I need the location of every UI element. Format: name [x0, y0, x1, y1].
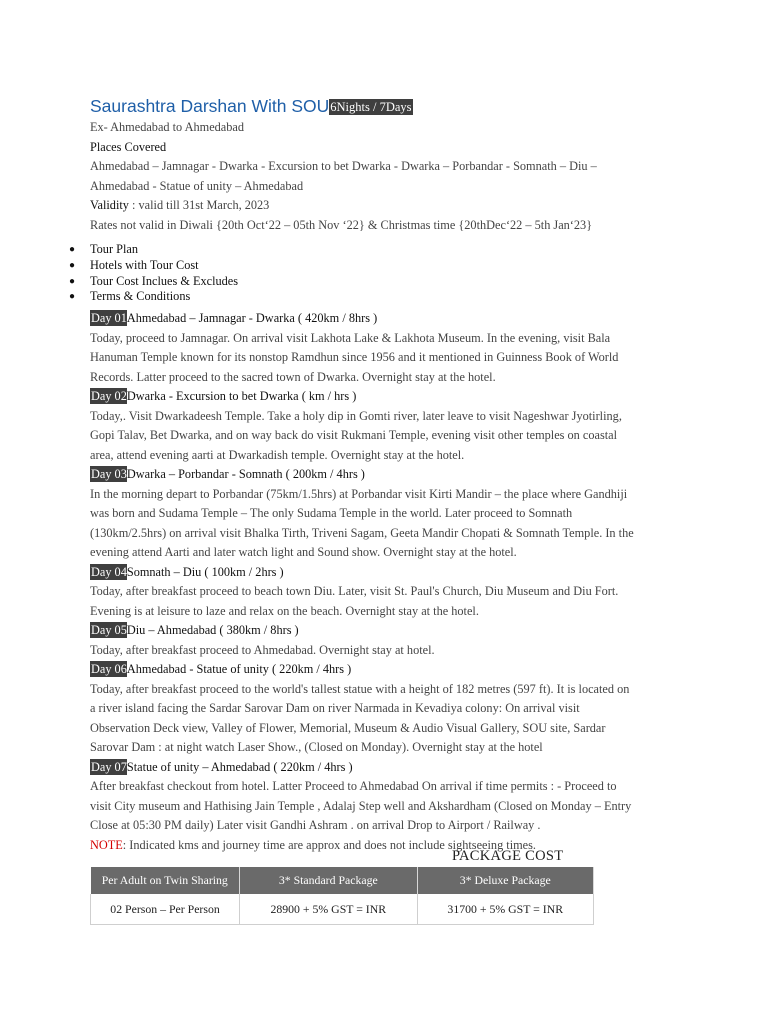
day-section-3: [90, 465, 690, 563]
validity-value: : valid till 31st March, 2023: [128, 198, 270, 212]
day-badge: Day 04: [91, 564, 127, 579]
day-description: Today, after breakfast proceed to beach town Diu. Later, visit St. Paul's Church, Diu Museum and Diu Fort. Evening is at leisure to laze and relax on the beach. Overnight stay at the hotel.: [90, 584, 619, 618]
bullet-icon: ●: [69, 291, 76, 303]
day-heading: Day 02Dwarka - Excursion to bet Dwarka ( km / hrs ): [91, 389, 357, 403]
day-section-2: [90, 387, 690, 465]
day-badge: Day 07: [91, 759, 127, 774]
package-cost-table: [90, 867, 594, 925]
day-description: Today, proceed to Jamnagar. On arrival visit Lakhota Lake & Lakhota Museum. In the evening, visit Bala Hanuman Temple known for its nonstop Ramdhun since 1956 and it mentioned in Guinness Book of World Records. Latter proceed to the sacred town of Dwarka. Overnight stay at the hotel.: [90, 330, 619, 384]
day-heading: Day 04Somnath – Diu ( 100km / 2hrs ): [91, 564, 284, 579]
column-header: 3* Standard Package: [240, 867, 417, 894]
day-description: Today, after breakfast proceed to Ahmedabad. Overnight stay at hotel.: [90, 642, 435, 657]
day-heading: Day 07Statue of unity – Ahmedabad ( 220km / 4hrs ): [91, 759, 353, 774]
validity-line: [90, 196, 690, 216]
places-line-2: Ahmedabad - Statue of unity – Ahmedabad: [90, 178, 304, 193]
table-cell: 28900 + 5% GST = INR: [240, 894, 417, 925]
menu-item-hotels[interactable]: ● Hotels with Tour Cost: [69, 257, 199, 272]
package-cost-title: PACKAGE COST: [452, 848, 564, 864]
day-section-4: [90, 563, 690, 622]
section-menu: [69, 242, 238, 305]
table-header-row: [91, 867, 594, 894]
menu-item-inclusions[interactable]: ● Tour Cost Inclues & Excludes: [69, 273, 239, 288]
day-section-1: [90, 309, 690, 387]
places-label: Places Covered: [90, 139, 167, 154]
day-section-5: [90, 621, 690, 660]
bullet-icon: ●: [69, 244, 76, 255]
day-heading: Day 06Ahmedabad - Statue of unity ( 220km / 4hrs ): [91, 662, 352, 676]
day-heading: Day 05Diu – Ahmedabad ( 380km / 8hrs ): [91, 623, 299, 637]
route-line: Ex- Ahmedabad to Ahmedabad: [90, 120, 245, 134]
note-label: NOTE: [90, 837, 123, 852]
column-header: 3* Deluxe Package: [417, 867, 593, 894]
note-line: [90, 836, 690, 856]
table-cell: 02 Person – Per Person: [91, 894, 240, 925]
day-badge: Day 03: [91, 467, 127, 481]
bullet-icon: ●: [69, 259, 76, 271]
day-section-6: [90, 660, 690, 758]
column-header: Per Adult on Twin Sharing: [91, 867, 240, 894]
table-row: [91, 894, 594, 925]
day-section-7: [90, 758, 690, 836]
menu-item-terms[interactable]: ● Terms & Conditions: [69, 289, 191, 304]
page-title: Saurashtra Darshan With SOU: [90, 96, 330, 116]
day-badge: Day 05: [91, 623, 127, 637]
bullet-icon: ●: [69, 275, 76, 287]
table-cell: 31700 + 5% GST = INR: [417, 894, 593, 925]
day-description: Today, after breakfast proceed to the world's tallest statue with a height of 182 metres (597 ft). It is located on a river island facing the Sardar Sarovar Dam on river Narmada in Kevadiya colony: On arrival visit Observation Deck view, Valley of Flower, Memorial, Museum & Audio Visual Gallery, SOU site, Sardar Sarovar Dam : at night watch Laser Show., (Closed on Monday). Overnight stay at the hotel: [90, 681, 630, 754]
note-text: : Indicated kms and journey time are approx and does not include sightseeing times.: [122, 837, 537, 852]
day-description: In the morning depart to Porbandar (75km/1.5hrs) at Porbandar visit Kirti Mandir – the place where Gandhiji was born and Sudama Temple – The only Sudama Temple in the world. Later proceed to Somnath (130km/2.5hrs) on arrival visit Bhalka Tirth, Triveni Sagam, Geeta Mandir Chopati & Somnath Temple. In the evening attend Aarti and later watch light and Sound show. Overnight stay at the hotel.: [90, 486, 634, 559]
day-badge: Day 01: [91, 311, 127, 325]
day-badge: Day 02: [91, 389, 127, 403]
document-header: [90, 94, 690, 235]
day-description: Today,. Visit Dwarkadeesh Temple. Take a holy dip in Gomti river, later leave to visit Nageshwar Jyotirling, Gopi Talav, Bet Dwarka, and on way back do visit Rukmani Temple, evening visit other temples on coastal area, attend evening aarti at Dwarkadish temple. Overnight stay at the hotel.: [90, 408, 622, 462]
menu-item-tour-plan[interactable]: ● Tour Plan: [69, 242, 138, 256]
day-heading: Day 03Dwarka – Porbandar - Somnath ( 200km / 4hrs ): [91, 467, 365, 481]
day-badge: Day 06: [91, 662, 127, 676]
validity-label: Validity: [90, 198, 129, 212]
day-heading: Day 01Ahmedabad – Jamnagar - Dwarka ( 420km / 8hrs ): [91, 311, 378, 325]
places-line-1: Ahmedabad – Jamnagar - Dwarka - Excursion to bet Dwarka - Dwarka – Porbandar - Somnath – Diu –: [90, 159, 597, 173]
day-description: After breakfast checkout from hotel. Latter Proceed to Ahmedabad On arrival if time permits : - Proceed to visit City museum and Hathising Jain Temple , Adalaj Step well and Akshardham (Closed on Monday – Entry Close at 05:30 PM daily) Later visit Gandhi Ashram . on arrival Drop to Airport / Railway .: [90, 779, 632, 832]
duration-badge: 6Nights / 7Days: [330, 100, 412, 114]
rates-note: Rates not valid in Diwali {20th Oct‘22 – 05th Nov ‘22} & Christmas time {20thDec‘22 – 5th Jan‘23}: [90, 217, 593, 232]
title-row: [90, 94, 690, 118]
itinerary: [90, 309, 690, 855]
